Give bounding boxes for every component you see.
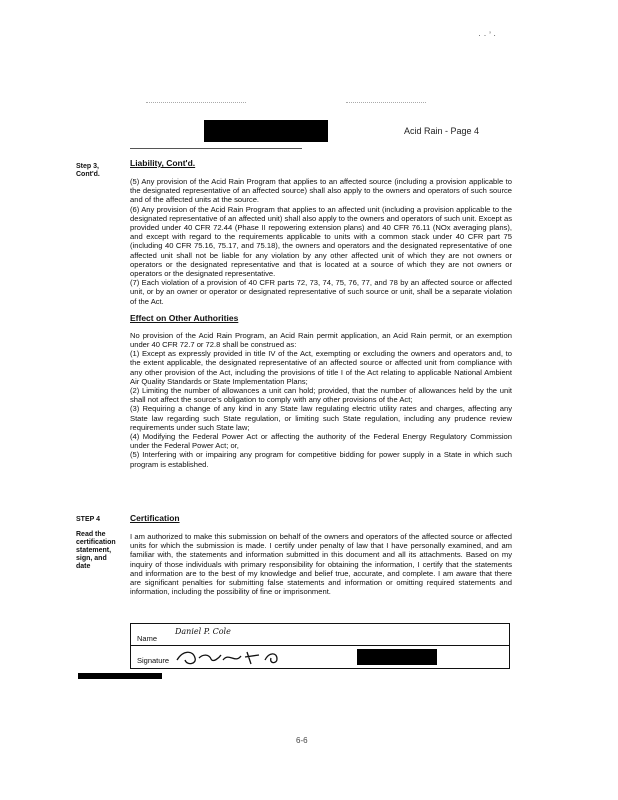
other-authorities-intro: No provision of the Acid Rain Program, an Acid Rain permit application, an Acid Rain permit, or an exemption under 40 CFR 72.7 or 72.8 shall be construed as: <box>130 330 512 350</box>
main-column <box>130 158 512 469</box>
step-4-label: STEP 4 <box>76 516 100 523</box>
liability-heading: Liability, Cont'd. <box>130 158 196 168</box>
certification-section <box>130 513 512 596</box>
scan-mark: · · ’ · <box>478 30 497 40</box>
header-rule <box>130 148 302 149</box>
handwritten-signature[interactable] <box>173 646 293 668</box>
redacted-date <box>357 649 437 665</box>
liability-para-6: (6) Any provision of the Acid Rain Program that applies to an affected unit (including a provision applicable to the designated representative of an affected unit) shall also apply to the owners and operators of such unit. Except as provided under 40 CFR 72.44 (Phase II repowering extension plans) and 40 CFR 76.11 (NOx averaging plans), and except with regard to the requirements applicable to units with a common stack under 40 CFR part 75 (including 40 CFR 75.16, 75.17, and 75.18), the owners and operators and the designated representative of one affected unit shall not be liable for any violation by any other affected unit of which they are not owners or operators or the designated representative and that is located at a source of which they are not owners or operators or the designated representative. <box>130 204 512 279</box>
name-label: Name <box>137 634 158 643</box>
signature-box <box>130 623 510 669</box>
certification-text: I am authorized to make this submission on behalf of the owners and operators of the affected source or affected units for which the submission is made. I certify under penalty of law that I have personally examined, and am familiar with, the statements and information submitted in this document and all its attachments. Based on my inquiry of those individuals with primary responsibility for obtaining the information, I certify that the statements and information are to the best of my knowledge and belief true, accurate, and complete. I am aware that there are significant penalties for submitting false statements and information or omitting required statements and information, including the possibility of fine or imprisonment. <box>130 532 512 597</box>
name-value[interactable]: Daniel P. Cole <box>175 627 231 636</box>
other-authorities-item-4: (4) Modifying the Federal Power Act or affecting the authority of the Federal Energy Regulatory Commission under the Federal Power Act; or, <box>130 432 512 451</box>
other-authorities-heading: Effect on Other Authorities <box>130 312 239 323</box>
signature-label: Signature <box>137 656 170 665</box>
other-authorities-item-5: (5) Interfering with or impairing any program for competitive bidding for power supply in a State in which such program is established. <box>130 450 512 469</box>
step-3-label: Step 3, Cont'd. <box>76 163 100 178</box>
step-4-instruction: Read the certification statement, sign, and date <box>76 531 116 570</box>
page-header-title: Acid Rain - Page 4 <box>404 126 480 136</box>
other-authorities-item-3: (3) Requiring a change of any kind in any State law regulating electric utility rates and charges, affecting any State law regarding such State regulation, or limiting such State regulation, including any prudence review requirements under such State law; <box>130 404 512 432</box>
liability-para-5: (5) Any provision of the Acid Rain Program that applies to an affected source (including a provision applicable to the designated representative of an affected source) shall also apply to the owners and operators of such source and of the affected units at the source. <box>130 177 512 205</box>
page-footer: 6-6 <box>296 736 308 745</box>
other-authorities-item-1: (1) Except as expressly provided in title IV of the Act, exempting or excluding the owners and operators and, to the extent applicable, the designated representative of an affected source or affected unit from compliance with any other provision of the Act, including the provisions of title I of the Act relating to applicable National Ambient Air Quality Standards or State Implementation Plans; <box>130 349 512 386</box>
other-authorities-item-2: (2) Limiting the number of allowances a unit can hold; provided, that the number of allowances held by the unit shall not affect the source's obligation to comply with any other provisions of the Act; <box>130 386 512 405</box>
scan-specks <box>346 102 426 104</box>
certification-heading: Certification <box>130 513 180 523</box>
scan-specks <box>146 102 246 104</box>
redacted-bar <box>78 673 162 679</box>
redacted-facility-name <box>204 120 328 142</box>
liability-para-7: (7) Each violation of a provision of 40 CFR parts 72, 73, 74, 75, 76, 77, and 78 by an affected source or affected unit, or by an owner or operator or designated representative of such source or unit, shall be a separate violation of the Act. <box>130 278 512 306</box>
